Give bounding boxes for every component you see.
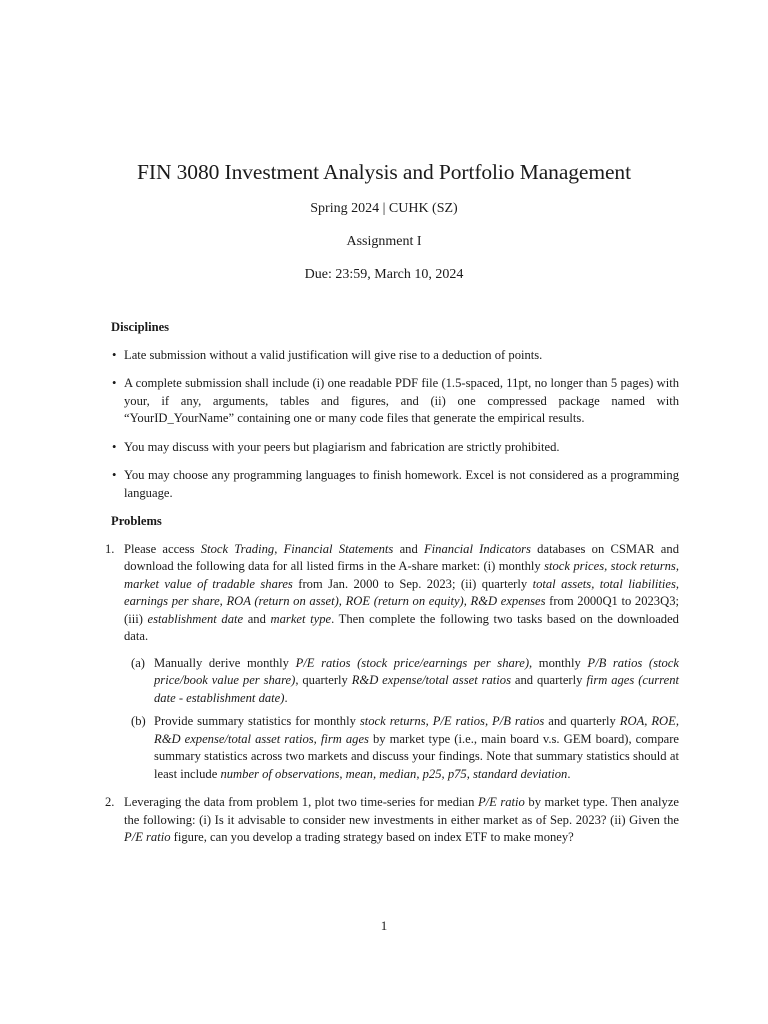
discipline-text: Late submission without a valid justification will give rise to a deduction of points. xyxy=(124,347,543,362)
subtask-number: (a) xyxy=(131,655,145,670)
subtask-emphasis: stock returns, P/E ratios, P/B ratios xyxy=(359,714,545,728)
problem-1 xyxy=(105,541,680,784)
problem-emphasis: Stock Trading xyxy=(200,541,275,556)
subtask-text: . xyxy=(567,766,571,781)
subtask-emphasis: number of observations, mean, median, p25, p75, standard deviation xyxy=(220,766,568,781)
subtask-text: by market type (i.e., main board v.s. GEM board), compare summary statistics across two markets and discuss your findings. Note that summary statistics should at least include xyxy=(154,731,679,781)
assignment-line: Assignment I xyxy=(346,234,422,249)
problem-text: Please access xyxy=(124,541,201,556)
term-line: Spring 2024 | CUHK (SZ) xyxy=(310,201,458,216)
problem-emphasis: establishment date xyxy=(147,611,244,626)
subtask-text: , monthly xyxy=(529,655,588,670)
bullet-icon: • xyxy=(112,347,117,362)
discipline-text: A complete submission shall include (i) one readable PDF file (1.5-spaced, 11pt, no longer than 5 pages) with your, if any, arguments, tables and figures, and (ii) one compressed package named with “YourID_YourName” containing one or many code files that generate the empirical results. xyxy=(124,376,679,425)
subtask-number: (b) xyxy=(131,714,146,728)
disciplines-list xyxy=(111,347,679,503)
problem-text: . Then complete the following two tasks based on the downloaded data. xyxy=(124,611,679,643)
problem-text: and xyxy=(243,611,271,626)
subtask-a xyxy=(124,655,679,708)
subtask-text: . xyxy=(284,690,288,705)
problem-emphasis: Financial Statements xyxy=(283,541,394,556)
problem-1-subtasks xyxy=(124,655,679,784)
problem-number: 2. xyxy=(105,795,115,809)
discipline-item xyxy=(111,439,679,457)
document-body xyxy=(105,319,680,858)
problem-text: by market type. Then analyze the following: (i) Is it advisable to consider new investments in either market as of Sep. 2023? (ii) Given the xyxy=(124,795,680,827)
problem-text: from 2000Q1 to 2023Q3; (iii) xyxy=(124,594,679,626)
subtask-text: Manually derive monthly xyxy=(154,655,296,670)
problem-text: Leveraging the data from problem 1, plot two time-series for median xyxy=(124,795,478,809)
problem-number: 1. xyxy=(105,541,115,556)
subtask-emphasis: R&D expense/total asset ratios xyxy=(351,673,511,687)
subtask-b xyxy=(124,713,679,783)
subtask-text: , quarterly xyxy=(295,673,352,687)
problem-text: , xyxy=(274,541,284,556)
problem-emphasis: P/E ratio xyxy=(124,830,171,844)
subtask-emphasis: ROA, ROE, R&D expense/total asset ratios, firm ages xyxy=(154,714,679,746)
discipline-item xyxy=(111,347,679,365)
discipline-item xyxy=(111,375,679,428)
problem-emphasis: Financial Indicators xyxy=(423,541,531,556)
subtask-emphasis: P/B ratios (stock price/book value per share) xyxy=(154,655,679,687)
problem-2 xyxy=(105,794,680,847)
problem-emphasis: stock prices, stock returns, market value of tradable shares xyxy=(124,559,679,591)
disciplines-heading: Disciplines xyxy=(111,320,170,334)
bullet-icon: • xyxy=(112,376,117,390)
document-title: FIN 3080 Investment Analysis and Portfolio Management xyxy=(137,160,631,184)
page-number: 1 xyxy=(380,918,388,933)
discipline-item xyxy=(111,467,679,502)
discipline-text: You may choose any programming languages to finish homework. Excel is not considered as a programming language. xyxy=(124,468,679,500)
bullet-icon: • xyxy=(112,439,117,454)
due-date: Due: 23:59, March 10, 2024 xyxy=(304,267,464,282)
problem-emphasis: market type xyxy=(270,611,332,626)
problem-text: and xyxy=(393,541,424,556)
subtask-emphasis: firm ages (current date - establishment date) xyxy=(154,673,679,705)
subtask-text: and quarterly xyxy=(544,714,620,728)
problems-list xyxy=(105,541,680,847)
subtask-text: and quarterly xyxy=(511,673,587,687)
discipline-text: You may discuss with your peers but plagiarism and fabrication are strictly prohibited. xyxy=(124,439,560,454)
problem-emphasis: total assets, total liabilities, earnings per share, ROA (return on asset), ROE (return on equity), R&D expenses xyxy=(124,576,680,608)
problem-text: databases on CSMAR and download the following data for all listed firms in the A-share market: (i) monthly xyxy=(124,541,679,573)
subtask-text: Provide summary statistics for monthly xyxy=(154,714,360,728)
problem-text: from Jan. 2000 to Sep. 2023; (ii) quarterly xyxy=(292,576,533,591)
subtask-emphasis: P/E ratios (stock price/earnings per share) xyxy=(295,655,530,670)
problem-text: figure, can you develop a trading strategy based on index ETF to make money? xyxy=(170,830,574,844)
problems-heading: Problems xyxy=(111,514,162,528)
bullet-icon: • xyxy=(112,468,117,482)
problem-emphasis: P/E ratio xyxy=(477,795,525,809)
